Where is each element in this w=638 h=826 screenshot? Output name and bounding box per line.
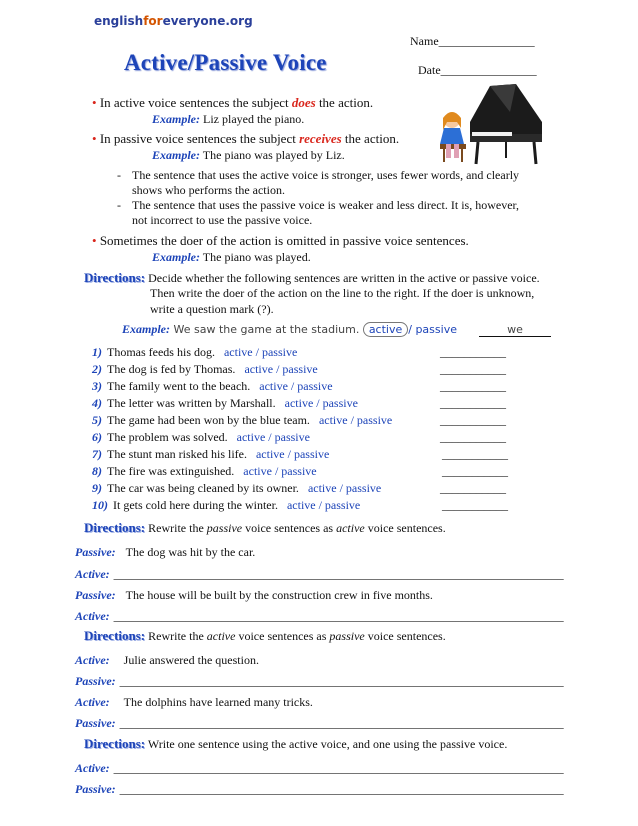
exercise-row xyxy=(92,379,333,394)
active-passive-choice[interactable]: active / passive xyxy=(307,481,382,495)
doer-answer-line[interactable]: ___________ xyxy=(440,362,506,376)
doer-answer-line[interactable]: ___________ xyxy=(440,481,506,495)
active-passive-choice[interactable]: active / passive xyxy=(318,413,393,427)
doer-answer-line[interactable]: ___________ xyxy=(442,464,508,478)
example-answer: we xyxy=(479,323,551,337)
exercise-row xyxy=(92,464,317,479)
example-circled-active: active xyxy=(363,322,408,337)
directions-1-line2: Then write the doer of the action on the line to the right. If the doer is unknown, xyxy=(150,286,535,300)
doer-answer-line[interactable]: ___________ xyxy=(442,447,508,461)
rule-text: the action. xyxy=(341,131,400,146)
answer-label: Active: xyxy=(75,761,110,775)
exercise-number: 10) xyxy=(92,498,108,512)
directions-text: voice sentences as xyxy=(242,521,337,535)
exercise-number: 2) xyxy=(92,362,102,376)
rule-omitted-example xyxy=(152,250,311,265)
note-active-line1: The sentence that uses the active voice is stronger, uses fewer words, and clearly xyxy=(132,168,520,182)
rule-text: Sometimes the doer of the action is omitted in passive voice sentences. xyxy=(99,233,469,248)
exercise-row xyxy=(92,481,381,496)
example-separator: / xyxy=(408,323,416,336)
name-field[interactable]: Name________________ xyxy=(410,34,535,48)
example-label: Example: xyxy=(122,322,170,336)
rule-active-voice xyxy=(92,95,373,111)
directions-text: Rewrite the xyxy=(145,521,207,535)
bullet-icon: • xyxy=(92,233,97,248)
note-dash: - xyxy=(117,198,121,212)
active-passive-choice[interactable]: active / passive xyxy=(259,379,333,393)
directions-3 xyxy=(84,628,446,644)
directions-1 xyxy=(84,270,540,286)
d3-item1-prompt xyxy=(75,651,259,669)
prompt-label: Passive: xyxy=(75,588,116,602)
rule-omitted-doer xyxy=(92,233,469,249)
rule-emphasis: receives xyxy=(299,131,342,146)
exercise-number: 5) xyxy=(92,413,102,427)
prompt-text: The dog was hit by the car. xyxy=(125,545,256,559)
prompt-label: Passive: xyxy=(75,545,116,559)
exercise-sentence: The family went to the beach. xyxy=(107,379,251,393)
active-passive-choice[interactable]: active / passive xyxy=(255,447,330,461)
example-text: Liz played the piano. xyxy=(200,112,305,126)
prompt-text: The house will be built by the construction crew in five months. xyxy=(125,588,433,602)
doer-answer-line[interactable]: ___________ xyxy=(440,396,506,410)
exercise-sentence: The car was being cleaned by its owner. xyxy=(107,481,299,495)
answer-label: Active: xyxy=(75,567,110,581)
exercise-sentence: The letter was written by Marshall. xyxy=(107,396,276,410)
note-dash: - xyxy=(117,168,121,182)
doer-answer-line[interactable]: ___________ xyxy=(440,345,506,359)
directions-emphasis: active xyxy=(336,521,365,535)
answer-line[interactable]: __________________________________________________________________________ xyxy=(119,782,564,796)
exercise-sentence: The dog is fed by Thomas. xyxy=(107,362,236,376)
directions-2 xyxy=(84,520,446,536)
d3-item1-answer[interactable] xyxy=(75,672,564,690)
active-passive-choice[interactable]: active / passive xyxy=(286,498,361,512)
rule-emphasis: does xyxy=(291,95,316,110)
directions-text: voice sentences. xyxy=(364,629,446,643)
prompt-text: The dolphins have learned many tricks. xyxy=(123,695,313,709)
exercise-number: 8) xyxy=(92,464,102,478)
directions-text: Decide whether the following sentences are written in the active or passive voice. xyxy=(145,271,540,285)
active-passive-choice[interactable]: active / passive xyxy=(244,362,318,376)
prompt-text: Julie answered the question. xyxy=(123,653,259,667)
exercise-sentence: Thomas feeds his dog. xyxy=(107,345,215,359)
rule-text: the action. xyxy=(315,95,374,110)
site-logo-everyone: everyone.org xyxy=(162,14,253,28)
active-passive-choice[interactable]: active / passive xyxy=(284,396,358,410)
exercise-row xyxy=(92,396,358,411)
exercise-sentence: It gets cold here during the winter. xyxy=(113,498,278,512)
rule-text: In passive voice sentences the subject xyxy=(99,131,300,146)
exercise-row xyxy=(92,498,360,513)
exercise-number: 6) xyxy=(92,430,102,444)
d4-active-answer[interactable] xyxy=(75,759,564,777)
directions-label: Directions: xyxy=(84,270,146,285)
example-label: Example: xyxy=(152,112,200,126)
directions-label: Directions: xyxy=(84,736,146,751)
exercise-row xyxy=(92,345,297,360)
site-logo xyxy=(94,14,253,28)
active-passive-choice[interactable]: active / passive xyxy=(243,464,317,478)
bullet-icon: • xyxy=(92,95,97,110)
rule-text: In active voice sentences the subject xyxy=(99,95,292,110)
directions-label: Directions: xyxy=(84,628,146,643)
example-text: We saw the game at the stadium. xyxy=(170,323,363,336)
bullet-icon: • xyxy=(92,131,97,146)
d2-item2-prompt xyxy=(75,586,433,604)
answer-line[interactable]: ___________________________________________________________________________ xyxy=(113,567,564,581)
d2-item1-prompt xyxy=(75,543,255,561)
answer-line[interactable]: ___________________________________________________________________________ xyxy=(113,761,564,775)
exercise-number: 7) xyxy=(92,447,102,461)
d3-item2-answer[interactable] xyxy=(75,714,564,732)
note-passive-line2: not incorrect to use the passive voice. xyxy=(132,213,313,227)
exercise-sentence: The fire was extinguished. xyxy=(107,464,235,478)
directions-text: voice sentences as xyxy=(235,629,330,643)
answer-line[interactable]: __________________________________________________________________________ xyxy=(119,674,564,688)
d2-item2-answer[interactable] xyxy=(75,607,564,625)
directions-label: Directions: xyxy=(84,520,146,535)
directions-emphasis: passive xyxy=(329,629,365,643)
doer-answer-line[interactable]: ___________ xyxy=(440,379,506,393)
example-text: The piano was played. xyxy=(200,250,311,264)
directions-text: voice sentences. xyxy=(364,521,446,535)
answer-line[interactable]: ___________________________________________________________________________ xyxy=(113,609,564,623)
exercise-sentence: The problem was solved. xyxy=(107,430,228,444)
directions-emphasis: active xyxy=(206,629,236,643)
example-passive: passive xyxy=(415,323,457,336)
piano-girl-illustration xyxy=(430,82,550,166)
answer-line[interactable]: __________________________________________________________________________ xyxy=(119,716,564,730)
site-logo-for: for xyxy=(143,14,163,28)
note-active-line2: shows who performs the action. xyxy=(132,183,285,197)
example-text: The piano was played by Liz. xyxy=(200,148,345,162)
exercise-row xyxy=(92,447,329,462)
date-field[interactable]: Date________________ xyxy=(418,63,537,77)
example-label: Example: xyxy=(152,148,200,162)
d2-item1-answer[interactable] xyxy=(75,565,564,583)
directions-emphasis: passive xyxy=(206,521,243,535)
page-title: Active/Passive Voice xyxy=(124,50,327,75)
rule-active-example xyxy=(152,112,304,127)
doer-answer-line[interactable]: ___________ xyxy=(440,413,506,427)
directions-text: Write one sentence using the active voice, and one using the passive voice. xyxy=(145,737,508,751)
doer-answer-line[interactable]: ___________ xyxy=(440,430,506,444)
exercise-number: 9) xyxy=(92,481,102,495)
exercise-row xyxy=(92,430,310,445)
exercise-number: 4) xyxy=(92,396,102,410)
exercise-sentence: The stunt man risked his life. xyxy=(107,447,247,461)
directions-4 xyxy=(84,736,507,752)
prompt-label: Active: xyxy=(75,653,110,667)
rule-passive-voice xyxy=(92,131,399,147)
answer-label: Active: xyxy=(75,609,110,623)
directions-1-example xyxy=(122,322,551,337)
d3-item2-prompt xyxy=(75,693,313,711)
doer-answer-line[interactable]: ___________ xyxy=(442,498,508,512)
directions-1-line3: write a question mark (?). xyxy=(150,302,274,316)
exercise-number: 3) xyxy=(92,379,102,393)
exercise-number: 1) xyxy=(92,345,102,359)
active-passive-choice[interactable]: active / passive xyxy=(236,430,310,444)
active-passive-choice[interactable]: active / passive xyxy=(223,345,298,359)
d4-passive-answer[interactable] xyxy=(75,780,564,798)
note-passive-line1: The sentence that uses the passive voice is weaker and less direct. It is, however, xyxy=(132,198,520,212)
prompt-label: Active: xyxy=(75,695,110,709)
rule-passive-example xyxy=(152,148,345,163)
site-logo-english: english xyxy=(94,14,144,28)
directions-text: Rewrite the xyxy=(145,629,207,643)
answer-label: Passive: xyxy=(75,716,116,730)
exercise-row xyxy=(92,413,392,428)
answer-label: Passive: xyxy=(75,782,116,796)
exercise-sentence: The game had been won by the blue team. xyxy=(107,413,310,427)
example-label: Example: xyxy=(152,250,200,264)
answer-label: Passive: xyxy=(75,674,116,688)
exercise-row xyxy=(92,362,318,377)
